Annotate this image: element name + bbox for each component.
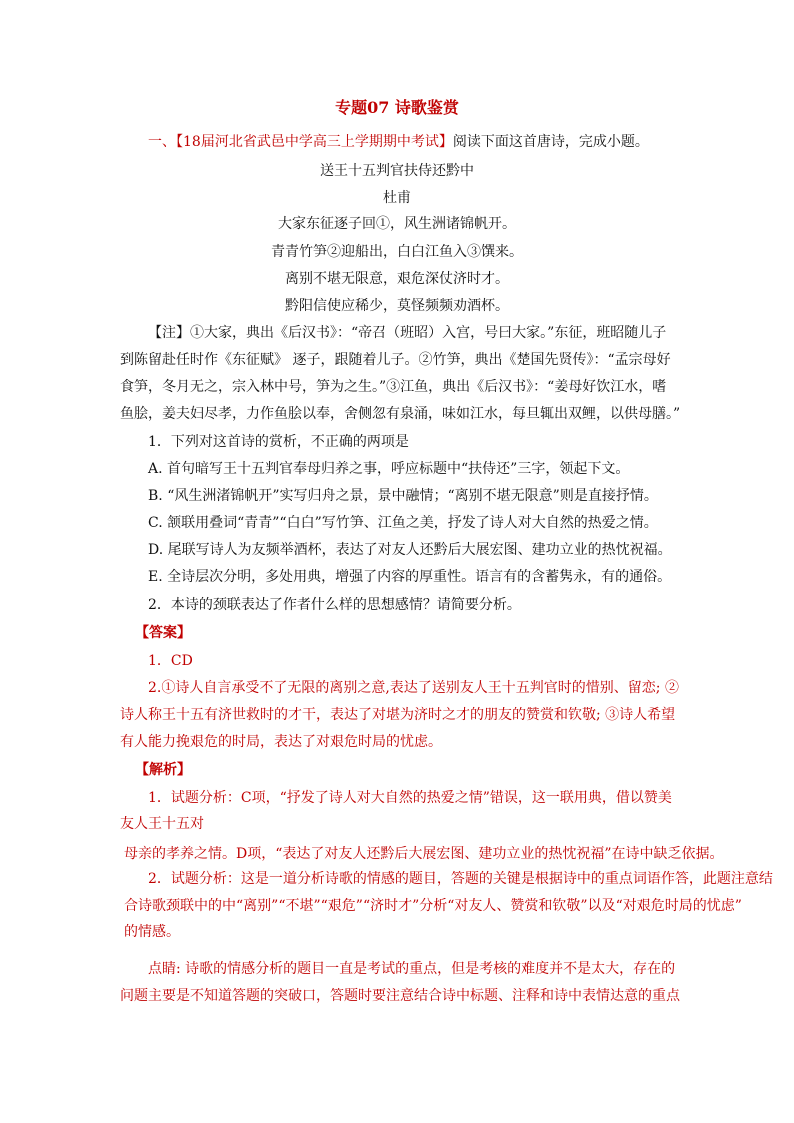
question-number: 一、 [148, 134, 176, 150]
note-line-3: 食笋，冬月无之，宗入林中号，笋为之生。”③江鱼，典出《后汉书》：“姜母好饮江水，嗜 [120, 379, 667, 395]
tip-line-2: 问题主要是不知道答题的突破口，答题时要注意结合诗中标题、注释和诗中表情达意的重点 [120, 988, 680, 1004]
note-line-2: 到陈留赴任时作《东征赋》 逐子，跟随着儿子。②竹笋，典出《楚国先贤传》：“孟宗母好 [120, 352, 671, 368]
answer-2-line-3: 有人能力挽艰危的时局，表达了对艰危时局的忧虑。 [120, 734, 442, 750]
answer-2-line-2: 诗人称王十五有济世救时的才干，表达了对堪为济时之才的朋友的赞赏和钦敬; ③诗人希望 [120, 707, 676, 723]
question-instruction: 阅读下面这首唐诗，完成小题。 [452, 134, 649, 150]
analysis-1-line-1: 1．试题分析：C项，“抒发了诗人对大自然的热爱之情”错误，这一联用典，借以赞美 [148, 790, 672, 806]
q1-option-d: D. 尾联写诗人为友频举酒杯，表达了对友人还黔后大展宏图、建功立业的热忱祝福。 [148, 542, 672, 558]
tip-line-1: 点睛: 诗歌的情感分析的题目一直是考试的重点，但是考核的难度并不是太大，存在的 [148, 961, 676, 977]
q1-option-c: C. 颔联用叠词“青青”“白白”写竹笋、江鱼之美，抒发了诗人对大自然的热爱之情。 [148, 515, 658, 531]
question-intro [148, 133, 649, 151]
poem-title: 送王十五判官扶侍还黔中 [320, 163, 474, 179]
q1-option-b: B. “风生洲渚锦帆开”实写归舟之景，景中融情；“离别不堪无限意”则是直接抒情。 [148, 488, 658, 504]
poem-line-4: 黔阳信使应稀少，莫怪频频劝酒杯。 [285, 298, 509, 314]
answer-label: 【答案】 [135, 625, 191, 641]
q1-stem: 1．下列对这首诗的赏析，不正确的两项是 [148, 434, 409, 450]
q1-option-e: E. 全诗层次分明，多处用典，增强了内容的厚重性。语言有的含蓄隽永，有的通俗。 [148, 569, 672, 585]
note-line-4: 鱼脍，姜夫妇尽孝，力作鱼脍以奉，舍侧忽有泉涌，味如江水，每旦辄出双鲤，以供母膳。” [120, 406, 681, 422]
analysis-2-line-1: 2．试题分析：这是一道分析诗歌的情感的题目，答题的关键是根据诗中的重点词语作答，此题注意结 [148, 871, 773, 887]
analysis-1-line-2: 友人王十五对 [120, 816, 204, 832]
question-source: 【18届河北省武邑中学高三上学期期中考试】 [176, 134, 453, 150]
note-line-1: 【注】①大家，典出《后汉书》：“帝召（班昭）入宫，号曰大家。”东征，班昭随儿子 [148, 325, 667, 341]
page-title: 专题07 诗歌鉴赏 [335, 98, 459, 117]
poem-line-3: 离别不堪无限意，艰危深仗济时才。 [285, 271, 509, 287]
analysis-2-line-2: 合诗歌颈联中的中“离别”“不堪”“艰危”“济时才”分析“对友人、赞赏和钦敬”以及“对艰危时局的忧虑” [124, 898, 742, 914]
poem-line-2: 青青竹笋②迎船出，白白江鱼入③馔来。 [271, 244, 523, 260]
answer-2-line-1: 2.①诗人自言承受不了无限的离别之意,表达了送别友人王十五判官时的惜别、留恋; ② [148, 680, 679, 696]
poem-line-1: 大家东征逐子回①，风生洲诸锦帆开。 [278, 216, 516, 232]
poem-author: 杜甫 [383, 190, 411, 206]
answer-1: 1．CD [148, 653, 193, 669]
analysis-2-line-3: 的情感。 [124, 924, 180, 940]
analysis-1-line-3: 母亲的孝养之情。D项，“表达了对友人还黔后大展宏图、建功立业的热忱祝福”在诗中缺乏依据。 [124, 846, 724, 862]
q2-stem: 2．本诗的颈联表达了作者什么样的思想感情？请简要分析。 [148, 597, 521, 613]
q1-option-a: A. 首句暗写王十五判官奉母归养之事，呼应标题中“扶侍还”三字，领起下文。 [148, 461, 630, 477]
analysis-label: 【解析】 [135, 762, 191, 778]
